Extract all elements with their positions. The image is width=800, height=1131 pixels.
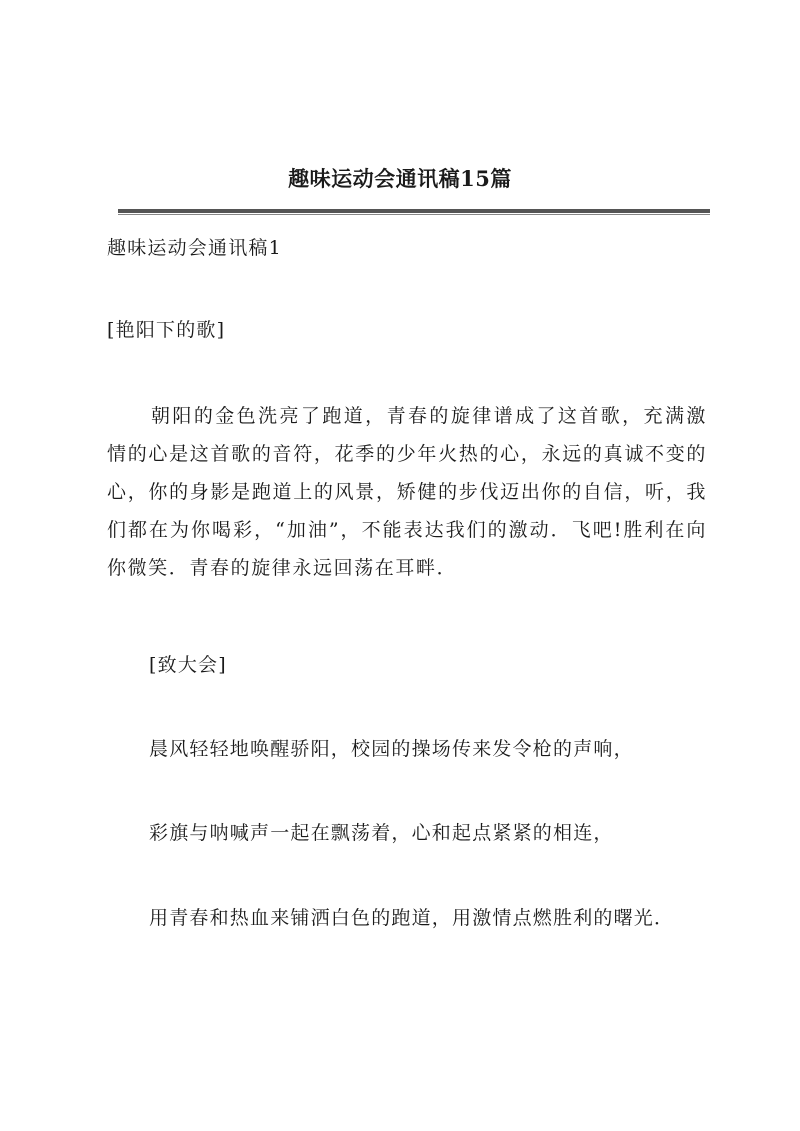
poem-line-3: 用青春和热血来铺洒白色的跑道，用激情点燃胜利的曙光． bbox=[149, 907, 675, 929]
document-title: 趣味运动会通讯稿15篇 bbox=[288, 166, 512, 191]
subheading-sunlight-song: [艳阳下的歌] bbox=[107, 319, 226, 341]
body-paragraph: 朝阳的金色洗亮了跑道，青春的旋律谱成了这首歌，充满激情的心是这首歌的音符，花季的少年火热的心，永远的真诚不变的心，你的身影是跑道上的风景，矫健的步伐迈出你的自信，听，我们都在为你喝彩，“加油”，不能表达我们的激动．飞吧!胜利在向你微笑．青春的旋律永远回荡在耳畔． bbox=[107, 405, 707, 579]
poem-line-2: 彩旗与呐喊声一起在飘荡着，心和起点紧紧的相连， bbox=[149, 822, 614, 844]
subheading-to-the-games: [致大会] bbox=[149, 654, 227, 676]
title-divider bbox=[118, 209, 710, 213]
section-heading: 趣味运动会通讯稿1 bbox=[107, 237, 282, 259]
poem-line-1: 晨风轻轻地唤醒骄阳，校园的操场传来发令枪的声响， bbox=[149, 738, 634, 760]
